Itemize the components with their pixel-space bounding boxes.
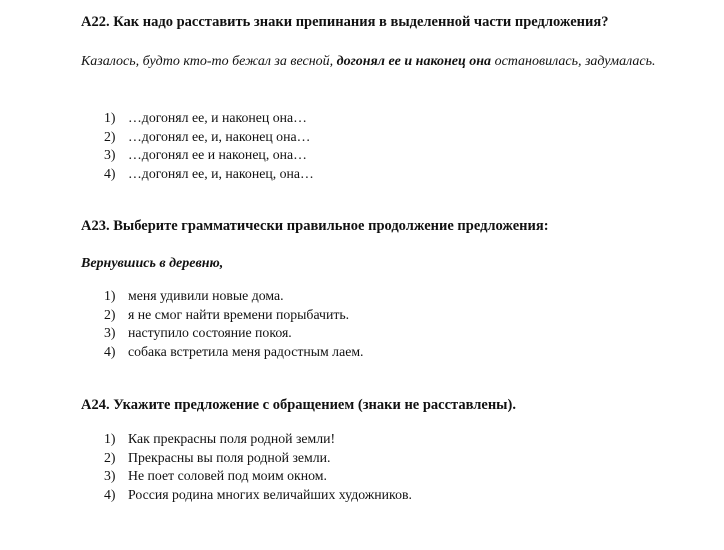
option-number: 4)	[104, 343, 116, 359]
option-number: 2)	[104, 128, 116, 144]
answer-option[interactable]	[104, 109, 314, 128]
option-text: я не смог найти времени порыбачить.	[128, 306, 350, 322]
highlighted-part: догонял ее и наконец она	[336, 54, 492, 69]
option-text: собака встретила меня радостным лаем.	[128, 343, 364, 359]
answer-option[interactable]	[104, 324, 364, 343]
answer-option[interactable]	[104, 165, 314, 184]
option-number: 2)	[104, 449, 116, 465]
option-number: 3)	[104, 147, 116, 162]
option-text: …догонял ее, и, наконец она…	[128, 128, 311, 144]
option-text: наступило состояние покоя.	[128, 325, 292, 340]
option-number: 3)	[104, 325, 116, 340]
option-text: …догонял ее, и, наконец, она…	[128, 165, 314, 181]
question-a22-title: А22. Как надо расставить знаки препинания в выделенной части предложения?	[81, 14, 609, 30]
answer-option[interactable]	[104, 287, 364, 306]
question-a23-options	[104, 287, 364, 361]
option-text: Прекрасны вы поля родной земли.	[128, 449, 331, 465]
answer-option[interactable]	[104, 343, 364, 362]
answer-option[interactable]	[104, 306, 364, 325]
option-number: 3)	[104, 468, 116, 483]
option-text: Не поет соловей под моим окном.	[128, 468, 327, 483]
option-number: 2)	[104, 306, 116, 322]
answer-option[interactable]	[104, 128, 314, 147]
option-text: …догонял ее и наконец, она…	[128, 147, 307, 162]
option-number: 4)	[104, 486, 116, 502]
option-number: 1)	[104, 431, 116, 446]
question-a23-title: А23. Выберите грамматически правильное продолжение предложения:	[81, 218, 549, 234]
answer-option[interactable]	[104, 467, 412, 486]
option-number: 1)	[104, 288, 116, 303]
sentence-end: остановилась, задумалась.	[491, 54, 656, 69]
question-a23-sentence	[81, 254, 223, 274]
option-number: 4)	[104, 165, 116, 181]
question-a24-options	[104, 430, 412, 504]
question-a24-title: А24. Укажите предложение с обращением (знаки не расставлены).	[81, 397, 516, 413]
option-text: Как прекрасны поля родной земли!	[128, 431, 336, 446]
sentence-start: Вернувшись в деревню,	[81, 256, 224, 271]
answer-option[interactable]	[104, 486, 412, 505]
option-text: меня удивили новые дома.	[128, 288, 284, 303]
answer-option[interactable]	[104, 449, 412, 468]
option-text: Россия родина многих величайших художников.	[128, 486, 412, 502]
answer-option[interactable]	[104, 430, 412, 449]
question-a22-sentence	[81, 52, 681, 72]
option-text: …догонял ее, и наконец она…	[128, 110, 307, 125]
question-a22-options	[104, 109, 314, 183]
answer-option[interactable]	[104, 146, 314, 165]
sentence-start: Казалось, будто кто-то бежал за весной,	[81, 54, 337, 69]
option-number: 1)	[104, 110, 116, 125]
